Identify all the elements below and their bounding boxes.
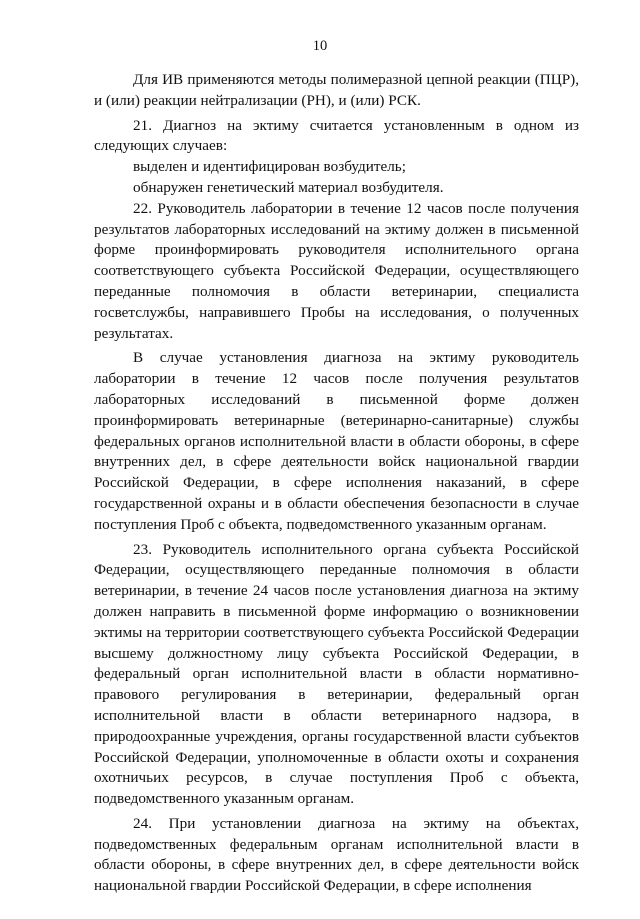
document-body xyxy=(94,70,579,897)
paragraph-24: 24. При установлении диагноза на эктиму на объектах, подведомственных федеральным органам исполнительной власти в области обороны, в сфере внутренних дел, в сфере деятельности войск национальной гвардии Российской Федерации, в сфере исполнения xyxy=(94,814,579,895)
paragraph-22-continued: В случае установления диагноза на эктиму руководитель лаборатории в течение 12 часов после получения результатов лабораторных исследований в письменной форме должен проинформировать ветеринарные (ветеринарно-санитарные) службы федеральных органов исполнительной власти в области обороны, в сфере внутренних дел, в сфере деятельности войск национальной гвардии Российской Федерации, в сфере исполнения наказаний, в сфере государственной охраны и в области обеспечения безопасности в случае поступления Проб с объекта, подведомственного указанным органам. xyxy=(94,349,579,533)
page-number: 10 xyxy=(312,38,328,54)
paragraph-methods: Для ИВ применяются методы полимеразной цепной реакции (ПЦР), и (или) реакции нейтрализации (РН), и (или) РСК. xyxy=(94,71,579,109)
paragraph-22: 22. Руководитель лаборатории в течение 12 часов после получения результатов лабораторных исследований на эктиму должен в письменной форме проинформировать руководителя исполнительного органа соответствующего субъекта Российской Федерации, осуществляющего переданные полномочия в области ветеринарии, специалиста госветслужбы, направившего Пробы на исследования, о полученных результатах. xyxy=(94,199,579,342)
paragraph-23: 23. Руководитель исполнительного органа субъекта Российской Федерации, осуществляющего переданные полномочия в области ветеринарии, в течение 24 часов после установления диагноза на эктиму должен направить в письменной форме информацию о возникновении эктимы на территории соответствующего субъекта Российской Федерации высшему должностному лицу субъекта Российской Федерации, в федеральный орган исполнительной власти в области нормативно-правового регулирования в ветеринарии, федеральный орган исполнительной власти в области ветеринарного надзора, в природоохранные учреждения, органы государственной власти субъектов Российской Федерации, уполномоченные в области охоты и сохранения охотничьих ресурсов, в случае поступления Проб с объекта, подведомственного указанным органам. xyxy=(94,540,579,808)
paragraph-21: 21. Диагноз на эктиму считается установленным в одном из следующих случаев: xyxy=(94,116,579,155)
list-item-genetic-material: обнаружен генетический материал возбудителя. xyxy=(133,178,444,196)
list-item-pathogen: выделен и идентифицирован возбудитель; xyxy=(133,158,406,176)
